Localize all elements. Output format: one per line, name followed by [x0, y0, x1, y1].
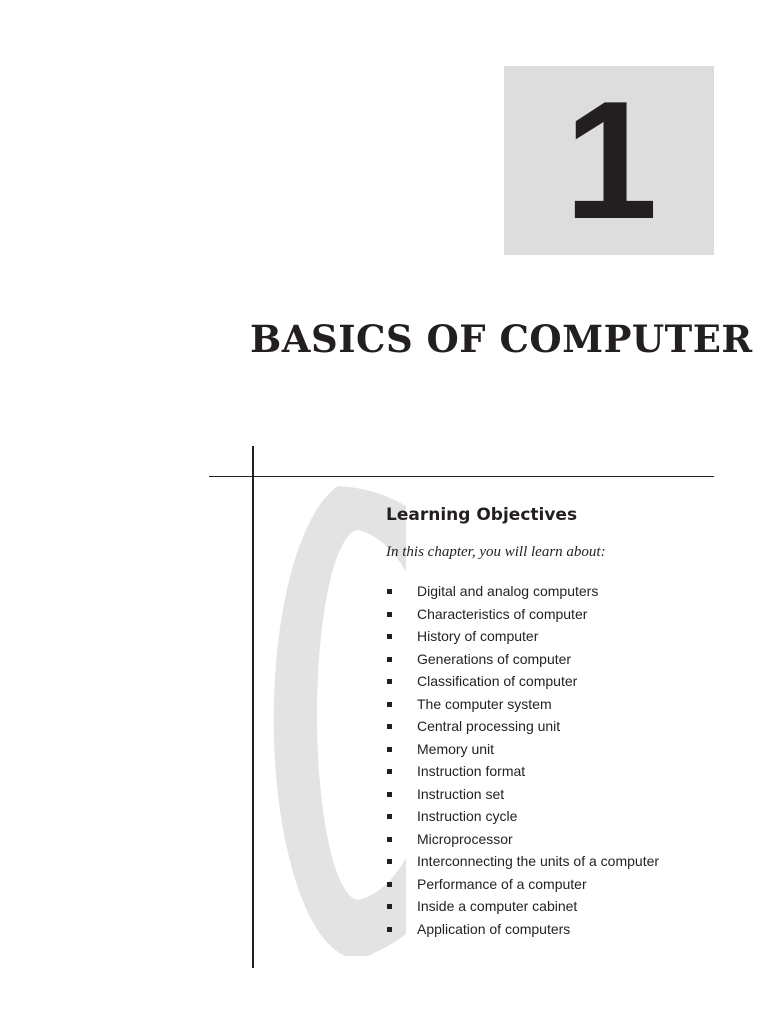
list-item-label: Generations of computer [417, 650, 572, 667]
list-item [386, 738, 659, 761]
list-item-label: Instruction cycle [417, 808, 518, 824]
list-item [386, 670, 659, 693]
list-item [386, 693, 659, 716]
list-item-label: Instruction format [417, 763, 526, 779]
list-item-label: Central processing unit [417, 718, 561, 734]
bullet-icon [387, 927, 392, 932]
bullet-icon [387, 612, 392, 617]
bullet-icon [387, 837, 392, 842]
list-item-label: Inside a computer cabinet [417, 898, 578, 914]
list-item [386, 805, 659, 828]
list-item [386, 603, 659, 626]
list-item [386, 850, 659, 873]
bullet-icon [387, 724, 392, 729]
list-item [386, 873, 659, 896]
list-item [386, 828, 659, 851]
chapter-number-box [504, 66, 714, 255]
list-item-label: Application of computers [417, 920, 571, 937]
bullet-icon [387, 814, 392, 819]
bullet-icon [387, 634, 392, 639]
bullet-icon [387, 904, 392, 909]
bullet-icon [387, 747, 392, 752]
list-item-label: Digital and analog computers [417, 583, 599, 599]
list-item [386, 918, 659, 941]
chapter-title: BASICS OF COMPUTER [250, 317, 753, 361]
learning-objectives-heading: Learning Objectives [386, 505, 578, 525]
list-item [386, 895, 659, 918]
list-item-label: History of computer [417, 628, 539, 644]
list-item-label: Characteristics of computer [417, 605, 588, 622]
list-item [386, 783, 659, 806]
bullet-icon [387, 882, 392, 887]
list-item-label: Interconnecting the units of a computer [417, 853, 660, 869]
bullet-icon [387, 589, 392, 594]
chapter-number: 1 [564, 66, 654, 254]
list-item-label: Performance of a computer [417, 875, 587, 892]
learning-objectives-list [386, 580, 659, 940]
bullet-icon [387, 859, 392, 864]
list-item [386, 715, 659, 738]
vertical-rule [252, 446, 254, 968]
bullet-icon [387, 792, 392, 797]
list-item [386, 648, 659, 671]
list-item [386, 760, 659, 783]
list-item-label: Memory unit [417, 740, 495, 757]
list-item-label: Classification of computer [417, 673, 578, 689]
bullet-icon [387, 657, 392, 662]
list-item-label: The computer system [417, 695, 552, 712]
bullet-icon [387, 769, 392, 774]
learning-objectives-intro: In this chapter, you will learn about: [386, 544, 606, 560]
list-item [386, 580, 659, 603]
bullet-icon [387, 679, 392, 684]
list-item-label: Instruction set [417, 785, 505, 802]
bullet-icon [387, 702, 392, 707]
list-item-label: Microprocessor [417, 830, 513, 847]
list-item [386, 625, 659, 648]
horizontal-rule [209, 476, 714, 477]
